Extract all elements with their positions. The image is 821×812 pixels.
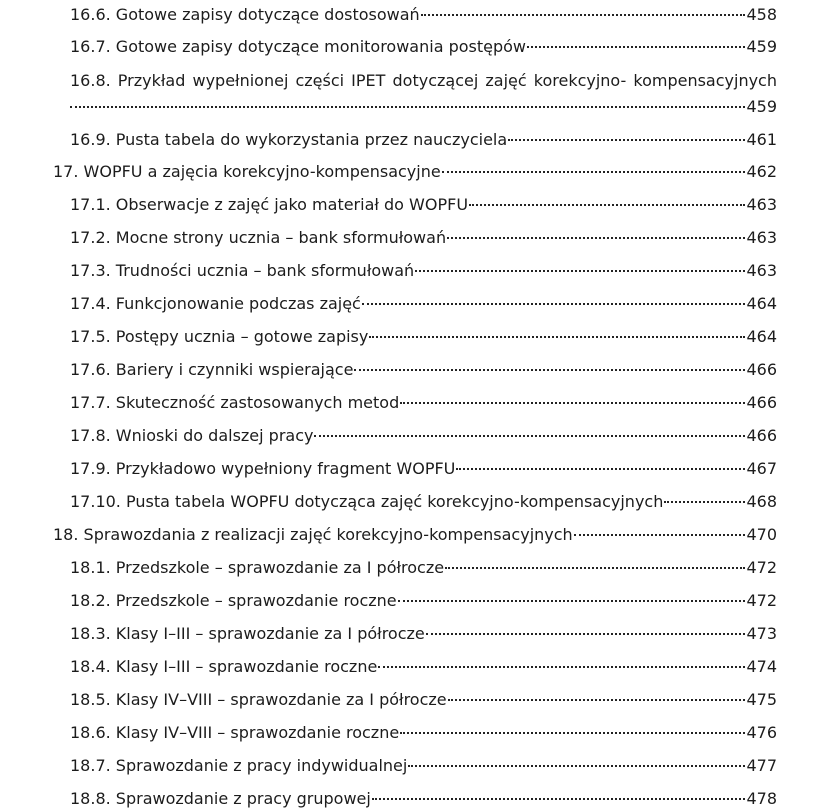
toc-entry-label: 16.6. Gotowe zapisy dotyczące dostosowań xyxy=(70,5,420,24)
toc-entry[interactable] xyxy=(70,723,777,743)
toc-entry-label: 16.8. Przykład wypełnionej części IPET dotyczącej zajęć korekcyjno- kompensacyjnych xyxy=(70,71,777,90)
toc-entry[interactable] xyxy=(70,37,777,57)
toc-entry[interactable] xyxy=(70,261,777,281)
toc-entry-label: 16.9. Pusta tabela do wykorzystania przez nauczyciela xyxy=(70,130,508,149)
dot-leader xyxy=(456,468,745,470)
toc-entry-label: 18. Sprawozdania z realizacji zajęć korekcyjno-kompensacyjnych xyxy=(53,525,573,544)
toc-entry-label: 17.4. Funkcjonowanie podczas zajęć xyxy=(70,294,361,313)
toc-entry[interactable] xyxy=(70,558,777,578)
dot-leader xyxy=(400,732,745,734)
dot-leader xyxy=(372,798,746,800)
toc-entry-label: 18.4. Klasy I–III – sprawozdanie roczne xyxy=(70,657,378,676)
toc-chapter-entry[interactable] xyxy=(53,525,777,545)
toc-entry-page: 467 xyxy=(746,459,777,478)
toc-entry[interactable] xyxy=(70,195,777,215)
toc-entry[interactable] xyxy=(70,756,777,776)
toc-entry-page: 466 xyxy=(746,426,777,445)
toc-entry[interactable] xyxy=(70,228,777,248)
dot-leader xyxy=(448,699,746,701)
toc-entry-label: 18.8. Sprawozdanie z pracy grupowej xyxy=(70,789,371,808)
toc-entry-page: 468 xyxy=(746,492,777,511)
dot-leader xyxy=(447,237,745,239)
toc-entry[interactable] xyxy=(70,327,777,347)
toc-entry-label: 17.2. Mocne strony ucznia – bank sformułowań xyxy=(70,228,447,247)
dot-leader xyxy=(314,435,745,437)
dot-leader xyxy=(574,534,746,536)
toc-entry[interactable] xyxy=(70,393,777,413)
toc-entry-label: 17.7. Skuteczność zastosowanych metod xyxy=(70,393,400,412)
toc-entry[interactable] xyxy=(70,624,777,644)
toc-entry-page: 461 xyxy=(746,130,777,149)
toc-entry[interactable] xyxy=(70,591,777,611)
toc-entry-label: 17.9. Przykładowo wypełniony fragment WOPFU xyxy=(70,459,456,478)
toc-entry-label: 18.6. Klasy IV–VIII – sprawozdanie roczne xyxy=(70,723,400,742)
toc-entry-page: 472 xyxy=(746,591,777,610)
toc-entry[interactable] xyxy=(70,789,777,809)
dot-leader xyxy=(442,171,746,173)
toc-entry-label: 17.3. Trudności ucznia – bank sformułowań xyxy=(70,261,415,280)
toc-entry-page: 478 xyxy=(746,789,777,808)
toc-entry-label: 17.10. Pusta tabela WOPFU dotycząca zajęć korekcyjno-kompensacyjnych xyxy=(70,492,664,511)
toc-entry-label: 18.5. Klasy IV–VIII – sprawozdanie za I półrocze xyxy=(70,690,447,709)
toc-entry[interactable] xyxy=(70,130,777,150)
toc-entry-label: 18.3. Klasy I–III – sprawozdanie za I półrocze xyxy=(70,624,425,643)
dot-leader xyxy=(354,369,745,371)
toc-entry-label: 16.7. Gotowe zapisy dotyczące monitorowania postępów xyxy=(70,37,527,56)
toc-entry[interactable] xyxy=(70,690,777,710)
toc-entry[interactable] xyxy=(70,657,777,677)
toc-entry[interactable] xyxy=(70,459,777,479)
toc-entry-page: 474 xyxy=(746,657,777,676)
dot-leader xyxy=(369,336,745,338)
dot-leader xyxy=(400,402,745,404)
dot-leader xyxy=(445,567,745,569)
toc-entry-label: 17.6. Bariery i czynniki wspierające xyxy=(70,360,354,379)
toc-entry-page: 459 xyxy=(746,97,777,116)
toc-entry-page: 463 xyxy=(746,195,777,214)
toc-entry-page: 473 xyxy=(746,624,777,643)
toc-entry-page: 470 xyxy=(746,525,777,544)
dot-leader xyxy=(664,501,745,503)
toc-entry[interactable] xyxy=(70,5,777,25)
dot-leader xyxy=(408,765,745,767)
dot-leader xyxy=(421,14,746,16)
dot-leader xyxy=(426,633,746,635)
toc-entry-page: 464 xyxy=(746,327,777,346)
toc-entry-label: 17.5. Postępy ucznia – gotowe zapisy xyxy=(70,327,369,346)
toc-entry-label: 18.7. Sprawozdanie z pracy indywidualnej xyxy=(70,756,408,775)
toc-entry-label: 17.1. Obserwacje z zajęć jako materiał do WOPFU xyxy=(70,195,469,214)
toc-entry-page: 475 xyxy=(746,690,777,709)
toc-entry-label: 17.8. Wnioski do dalszej pracy xyxy=(70,426,314,445)
toc-entry-page: 464 xyxy=(746,294,777,313)
toc-entry-page: 463 xyxy=(746,261,777,280)
toc-entry-page: 477 xyxy=(746,756,777,775)
toc-entry-label: 18.1. Przedszkole – sprawozdanie za I półrocze xyxy=(70,558,445,577)
toc-entry-label: 18.2. Przedszkole – sprawozdanie roczne xyxy=(70,591,397,610)
toc-entry[interactable] xyxy=(70,294,777,314)
toc-entry-page: 458 xyxy=(746,5,777,24)
dot-leader xyxy=(362,303,746,305)
toc-entry-page: 466 xyxy=(746,393,777,412)
toc-chapter-entry[interactable] xyxy=(53,162,777,182)
dot-leader xyxy=(469,204,745,206)
toc-entry-page: 466 xyxy=(746,360,777,379)
dot-leader xyxy=(398,600,746,602)
toc-entry-label: 17. WOPFU a zajęcia korekcyjno-kompensacyjne xyxy=(53,162,441,181)
toc-entry-continuation xyxy=(70,97,777,117)
toc-entry-page: 459 xyxy=(746,37,777,56)
toc-entry-page: 462 xyxy=(746,162,777,181)
toc-entry-page: 463 xyxy=(746,228,777,247)
toc-entry[interactable] xyxy=(70,426,777,446)
toc-entry[interactable] xyxy=(70,492,777,512)
toc-entry-page: 476 xyxy=(746,723,777,742)
dot-leader xyxy=(508,139,745,141)
dot-leader xyxy=(527,46,745,48)
dot-leader xyxy=(70,106,745,108)
toc-entry-page: 472 xyxy=(746,558,777,577)
dot-leader xyxy=(415,270,745,272)
toc-entry[interactable] xyxy=(70,360,777,380)
dot-leader xyxy=(378,666,745,668)
